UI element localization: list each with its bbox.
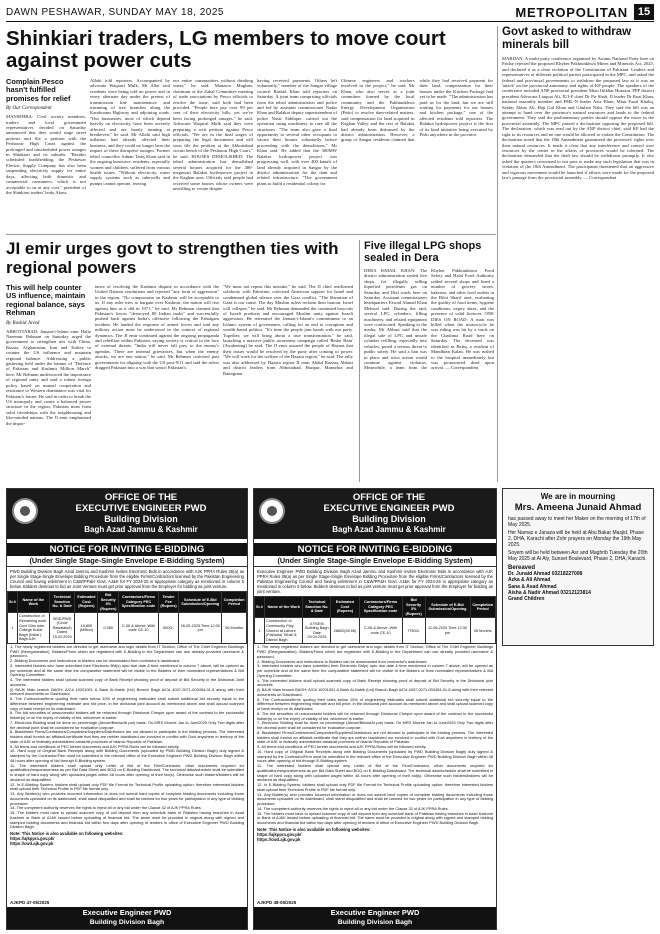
- notice-header: [7, 489, 247, 539]
- tender-table: [254, 596, 496, 644]
- notice-subtitle: (Under Single Stage-Single Envelope E-Bidding System): [254, 556, 496, 567]
- notice-header: [254, 489, 496, 539]
- website-link[interactable]: https://ajkppra.gov.pk/: [10, 836, 55, 842]
- table-cell: 18,805 (Million): [75, 613, 98, 644]
- notice-ref: AJKPD 48-05/2025: [257, 900, 297, 905]
- website-link[interactable]: https://ajkppra.gov.pk/: [257, 831, 302, 837]
- list-item: (i) BAJK Main branch BAGH: A/C# 10201001 & Bank Al-Habib (Ltd) Branch Bagh A/C# 4007-0071-003454-01-8 along with their relevant documents on Dashboard.: [257, 687, 493, 697]
- place-line: Bagh Azad Jammu & Kashmir: [332, 525, 446, 534]
- section-title: METROPOLITAN: [515, 5, 628, 20]
- table-cell: C-06 & Above; With code CE-10: [119, 613, 159, 644]
- list-item: 1- The newly registered bidders are directed to get username and login details from IT Section, Office of The Chief Engineer Buildings PWD (Reorganization). Bidders/Firms which are registered with E-Bidding in the Department can use already provided username & password.: [257, 644, 493, 659]
- list-item: 11- The interested bidders shall upload only Letter of Bid of the Firm/Contractor, other documents required for qualification/responsiveness as per Bid Data Sheet and BOQ on E-Bidding Dashboard. The technical data/schedule shall be submitted in shape of hard copy along with uploaded pages within 48 hours after opening of their bid(s). Otherwise such bidders/bidders will be declared as disqualified.: [257, 763, 493, 783]
- division-line: Building Division: [104, 514, 178, 524]
- footer-line: Building Division Bagh: [89, 919, 165, 926]
- list-item: 6- The bid securities of unsuccessful bidders will be returned through Divisional Cheque upon award of the contract to the successful bidder(s) or on the expiry of validity of bid, whichever is earlier.: [257, 710, 493, 721]
- website-link[interactable]: https://cwd.ajk.gov.pk: [10, 841, 54, 847]
- table-header: Tender Fee (Rupees): [158, 592, 179, 613]
- lead-headline: Shinkiari traders, LG members to move court against power cuts: [6, 27, 446, 72]
- place-line: Bagh Azad Jammu & Kashmir: [84, 525, 198, 534]
- table-row: [255, 618, 496, 644]
- list-item: 3- Interested bidders who have submitted their Electronic Bid(s) upto due date & time mentioned in column 7 above, will be opened as per schedule and at the same time the comparative statement will be visible to the Bidders or their nominated representatives & Bid Opening Committee.: [10, 662, 244, 678]
- list-item: 7- Electronic Bidding shall be done on percentage (Above/Below/At par) basis. On MRS Murree Jan to June2025 Only Two digits after the decimal point shall be considered for evaluation purpose.: [10, 719, 244, 730]
- tender-notice-1: [6, 488, 248, 930]
- ji-sidebar: [6, 284, 91, 480]
- list-item: 11- The interested bidders shall upload only Letter of Bid of the Firm/Contractor, other documents required for qualification/responsiveness as per Bid Data Sheet and BOQ on E-Bidding Dashboard. The technical data/schedule shall be submitted in shape of hard copy along with uploaded pages within 48 hours after opening of their bid(s). Otherwise such bidders/bidders will be declared as disqualified.: [10, 762, 244, 782]
- list-item: 14- The competent authority reserves the rights to reject all or any bid under the Clause 32 of AJK PPRA Rules.: [257, 805, 449, 811]
- ji-text-col-2: tance of resolving the Kashmir dispute in accordance with the United Nations resolutions and rejected "any form of aggression" in the region. "No compromise on Kashmir will be acceptable to us. If any ruler tries to bargain over Kashmir, the nation will rise against him as it did in 1971," he said. Mr Rehman claimed that Pakistan's forces "destroyed 80 Indian tanks" and successfully pushed back against India's offensive following the Pahalgam incident. He lauded the response of armed forces and said any military action must be understood in the context of regional dynamics. The JI emir continued against the ongoing propaganda and rebellion within Pakistan, saying society is critical in the face of external threats. "India will never fall prey to the enemy's agendas. There are internal grievances, but when the enemy attacks, we are one nation," he said. Mr Rehman criticised past governments for aligning with the US post-9/11 and said the rulers dragged Pakistan into a war that wasn't Pakistan's.: [95, 284, 219, 371]
- table-header: Completion Period: [222, 592, 247, 613]
- table-cell: 5000/-: [158, 613, 179, 644]
- lead-subhead: Complain Pesco hasn't fulfilled promises for relief: [6, 78, 71, 103]
- lead-text-col-3: our entire communities without drinking water," he said. Manzoor Mughan, chairman of the Zabal Committee meeting of trade associations by Pesco officials to resolve the issue, said both had been provided. "People here pay over 99 per cent of their electricity bills, yet we've been facing prolonged outages," he said. Advocate Waqarul Mulk said they were preparing a writ petition against Pesco officials. "We are in the final stages of preparing the legal documents and will soon file the petition at the Abbottabad circuit bench of the Peshawar High Court," he said. HOUSES DEMOLISHED: The tehsil administration has demolished several houses acquired for the 300-megawatt Balakot hydropower project in the Kaghan area. Officials said people had received some houses whose owners were unwilling to vacate despite: [173, 78, 253, 192]
- notice-ref: AJKPD 47-05/2025: [10, 900, 50, 905]
- table-header: Technical Sanction No. & Date: [49, 592, 75, 613]
- office-line: EXECUTIVE ENGINEER PWD: [75, 503, 207, 514]
- obituary: [502, 488, 654, 646]
- office-line: OFFICE OF THE: [104, 492, 178, 503]
- ji-byline: By Rashid Javed: [6, 320, 40, 326]
- obit-p2: Her Namaz e Janaza will be held at Abu Bakar Masjid, Phase 2, DHA, Karachi after Zohr prayers on Monday the 19th May 2025.: [508, 530, 644, 548]
- table-header: Technical Sanction No. & Date: [303, 597, 331, 618]
- list-item: 10- Hard copy of Original Bank Receipts along with Bidding Documents (uploaded by PWD Building Division Bagh) duly signed & stamped by the Contractor/Firm must be submitted in the relevant office of the Executive Engineer PWD Building Division Bagh within 48 hours after opening of bid through E-Bidding system.: [257, 748, 493, 764]
- list-item: 2- Bidding Documents and instructions to bidders can be downloaded from contractor's dashboard.: [10, 658, 181, 664]
- table-cell: 28652(28.56): [331, 618, 359, 644]
- dateline: DAWN PESHAWAR, SUNDAY MAY 18, 2025: [6, 7, 224, 18]
- ji-text-col-1: ABBOTTABAD: Jamaat-i-Islami emir Hafiz Naeemur Rehman on Saturday urged the government to strengthen ties with China, Russia, Afghanistan, Iran and Turkey to counter the US influence and maintain regional balance. Addressing a public gathering held under the banner of "Defence of Pakistan and Kashmir Million March" here, Mr Rehman underscored the importance of regional unity and said a robust foreign policy based on mutual cooperation and resistance to Western dominance was vital for Pakistan's future. He said in order to break the US monopoly and create a balanced power structure in the region, Pakistan must form solid friendships with the neighbouring and like-minded nations. The JI emir emphasised the impor-: [6, 328, 91, 426]
- lead-text-col-5: Chinese engineers and workers involved in the project," he said. Mr Khan, who also serves as a joint committee formed by the local community and the Pakhtunkhwa Energy Development Organisation (Pedo) to resolve dam-related matters, said compensation for land acquired in Kaghan Valley and the rest of Balakot had already been disbursed by the district administration. However, a group of Sangar residents claimed that while they had received payment for their land, compensation for their houses under the Kitchen Package had yet to be made. "The administration has paid us for the land, but we are still waiting for payments for our houses and kitchen package," one of the affected residents told reporters. The Balakot hydropower project is the first of its kind initiative being executed by Pedo anywhere in the province.: [341, 78, 493, 143]
- obit-b3: Sana & Asad Ahmad: [508, 583, 557, 590]
- notice-intro: PWD Building Division Bagh Azad Jammu and Kashmir invites Electronic Bids in accordance with AJK PPRA Rules 36(a) as per Single Stage-Single Envelope Bidding Procedure from the eligible Firms/Contractors licensed by the Pakistan Engineering Council and having enlistment in C&W/PP&H Govt. AJ&K for FY 2024-25 in appropriate category as mentioned in column 5 below. Bidders desirous to bid as Joint Venture must get prior approval from the Employer for bidding as joint venture.: [10, 569, 244, 589]
- obit-b1: Dr. Junaid Ahmad 03218227008: [508, 571, 583, 577]
- lpg-headline: Five illegal LPG shops sealed in Dera: [364, 240, 482, 264]
- table-header: Contractors/Firms Category PEC Specification code: [359, 597, 402, 618]
- list-item: 12- In E-Bidding System, bidders shall upload only PDF file Format for Technical Profile uploading option; therefore interested bidders shall upload their Technical Profile in PDF file format only.: [257, 782, 493, 792]
- table-cell: 07/SE/B Building Bagh Date 29.04.2025: [303, 618, 331, 644]
- obit-b2: Azka & Ali Ahmad: [508, 577, 551, 584]
- list-item: 8- Blacklisted Firms/Contractors/Companies/Suppliers/Distributors are not allowed to participate in the bidding process. The interested bidders shall furnish an affidavit-certificate that they are neither blacklisted nor involved in conflict with Govt anywhere in territory of the state of AJK or federally administered areas/all provinces of Islamic Republic of Pakistan.: [257, 729, 493, 745]
- table-header: Bid Security 3% (Rupees): [402, 597, 425, 618]
- list-item: 7- Electronic Bidding shall be done on percentage (Above/Below/At par) basis. On MRS Murree Jan to June2025 Only Two digits after the decimal point shall be considered for evaluation purpose.: [257, 720, 493, 731]
- ji-headline: JI emir urges govt to strengthen ties with regional powers: [6, 239, 339, 277]
- govt-text: MARDAN: A multi-party conference organised by Awami National Party here on Friday rejected the proposed Khyber Pakhtunkhwa Mines and Minerals Act, 2025, and declared it as a clear violation of the Constitution of Pakistan. Leaders and representatives of different political parties participated in the MPC, and asked the federal and provincial governments to withdraw the proposed law as it was an 'attack' on the provincial autonomy and rights of KP people. The speakers of the conference included ANP provincial president Mian Iftikhar Hussain, PPP district president Advocate Liaquat Ali, JUI-F chief Dr Pir Shah, JI leader Dr Rozi Khan, national assembly member and PML-N leader Aziz Khan, Mian Fazal Khaliq, Sardar Akbar Ali, Haji Gul Khan and Ghulam Nabi. They said the bill was an attempt to hand over the province's natural resources and lands to the federal government. They said the parliamentary parties should oppose the move in the provincial assembly. The MPC passed a declaration opposing the proposed bill. The declaration, which was read out by the ANP district chief, said KP had the right to its resources and no one would be allowed to violate the Constitution. The declaration noted that the 18th Amendment guaranteed the provinces' rights over their natural resources. It made it clear that any interference and control over resources by the centre in the affairs of provinces would be tolerated. The declaration demanded that the draft law should be withdrawn promptly. It also asked the quarters concerned to not pass or make any such legislation that was in violation of the 18th Amendment. The participants threatened that an aggressive and vigorous movement would be launched if efforts were made for the proposed law's passage from the provincial assembly. — Correspondent: [502, 56, 654, 180]
- lead-text-col-2: Allahi told reporters. Accompanied by advocate Waqarul Mulk, Mr Allai said residents were being told no power and in every alternate day under the pretext of transmission line maintenance and trimming of tree branches along the Karakoram Highway and adjoining roads. "Our businesses, most of which depend heavily on electricity, have been severely affected and are barely running at breakeven," he said. Mr Allahi said high inflation had already affected their business, and they could no longer bear the impact of these disruptive outages. Former tehsil councillor Adnan Tariq Khan said in the ongoing heatwave, residents, especially women and children, suffered from various health issues. "Without electricity, water supply systems such as tubewells and pumps cannot operate, leaving: [90, 78, 170, 186]
- division-line: Building Division: [352, 514, 426, 524]
- column-divider: [359, 240, 360, 482]
- table-header: Contractors/Firms Category PEC Specification code: [119, 592, 159, 613]
- table-header: Schedule of E-Bid Submission/Opening: [179, 592, 222, 613]
- list-item: 5- The Contractors/firms quoting their rates below 10% of engineering estimates shall submit additional bid security equal to the difference between engineering estimate and bid price, in the divisional joint account as mentioned above and shall upload scanned copy of bank receipt on its dashboard.: [10, 696, 244, 711]
- notice-footer: [254, 907, 496, 929]
- obit-b5: Grand Children: [508, 596, 545, 603]
- office-line: OFFICE OF THE: [352, 492, 426, 503]
- obit-bereaved: Bereaved: [508, 565, 536, 571]
- notice-terms: [7, 644, 247, 831]
- list-item: 6- The bid securities of unsuccessful bidders will be returned through Divisional Cheque upon award of the contract to the successful bidder(s) or on the expiry of validity of bid, whichever is earlier.: [10, 710, 244, 721]
- govt-emblem-icon: [259, 498, 285, 524]
- list-item: 4- The interested bidders shall upload scanned copy of Bank Receipt showing proof of deposit of Bid Security in the Divisional Joint accounts.: [10, 677, 244, 687]
- table-header: Sr.#: [255, 597, 265, 618]
- obit-p1: has passed away to meet her Maker on the morning of 17th of May 2025.: [508, 516, 646, 528]
- table-cell: 1: [255, 618, 265, 644]
- table-cell: 11-06-2025 Time 12:30 pm: [425, 618, 470, 644]
- list-item: 1- The newly registered bidders are directed to get username and login details from IT Section, Office of The Chief Engineer Buildings PWD (Reorganization). Bidders/Firms which are registered with E-Bidding in the Department can use already provided username & password.: [10, 643, 244, 659]
- list-item: 15- The bidders must have to upload scanned copy of call deposit from any schedule bank of Pakistan having branches in Azad Kashmir or Bank of AJ&K issued before uploading of financial bid. The same must be provided in original along with signed and stamped bidding documents and financial bid within two days after opening of tenders in office of Executive Engineer PWD Building Division Bagh.: [10, 810, 244, 830]
- obit-lead: We are in mourning: [540, 492, 616, 501]
- table-header: Name of the Work: [264, 597, 302, 618]
- notice-subtitle: (Under Single Stage-Single Envelope E-Bidding System): [7, 556, 247, 567]
- list-item: (i) BAJK Main branch BAGH: A/C# 10201001 & Bank Al-Habib (Ltd) Branch Bagh A/C# 4007-0071-003454-01-8 along with their relevant documents on Dashboard.: [10, 686, 244, 697]
- ji-subhead: This will help counter US influence, maintain regional balance, says Rehman: [6, 284, 86, 318]
- notice-intro: Executive Engineer PWD Building Division Bagh Azad Jammu and Kashmir invites Electronic Bids in accordance with AJK PPRA Rules 36(a) as per Single Stage-Single Envelope Bidding Procedure from the eligible Firms/Contractors licensed by the Pakistan Engineering Council and having enlistment in C&W/PP&H Govt. AJ&K for FY 2024-25 in appropriate category as mentioned in column 5 below. Bidders desirous to bid as joint venture must get prior approval from the Employer for bidding as joint venture.: [257, 569, 493, 594]
- website-link[interactable]: https://cwd.ajk.gov.pk: [257, 836, 301, 842]
- tender-table: [7, 591, 247, 644]
- list-item: 4- The interested bidders shall upload scanned copy of Bank Receipt showing proof of deposit of Bid Security in the Divisional joint accounts.: [257, 677, 493, 688]
- website-note: Note: This Notice is also available on following websites:: [257, 826, 371, 832]
- list-item: 13- Any Bidder(s) who provides incorrect information or does not submit hard copies of complete bidding documents including those documents uploaded on its dashboard, shall stand disqualified and shall be banned for two years for participation in any type of bidding procedure.: [10, 791, 244, 806]
- table-header: Estimated Cost (Rupees): [331, 597, 359, 618]
- lead-byline: By Our Correspondent: [6, 106, 52, 112]
- table-row: [8, 613, 247, 644]
- table-header: Sr.#: [8, 592, 18, 613]
- masthead: [6, 4, 654, 22]
- table-header: Completion Period: [470, 597, 495, 618]
- list-item: 8- Blacklisted Firms/Contractors/Companies/Suppliers/Distributors are not allowed to participate in the bidding process. The interested bidders shall furnish an affidavit-certificate that they are neither blacklisted nor involved in conflict with Govt anywhere in territory of the state of AJK or federally administered areas/all provinces of Islamic Republic of Pakistan.: [10, 729, 244, 744]
- table-cell: Construction of Community Play Ground at Lahore (Fakhara) Tehsil & District Bagh: [264, 618, 302, 644]
- table-header: Bid Security 3% (Rupees): [98, 592, 119, 613]
- list-item: 14- The competent authority reserves the rights to reject all or any bid under the Clause 32 of AJK PPRA Rules.: [10, 805, 202, 811]
- page-number: 15: [634, 4, 654, 20]
- table-header: Schedule of E-Bid Submission/Opening: [425, 597, 470, 618]
- obit-p3: Soyem will be held between Asr and Maghrib Tuesday the 20th May 2025 at Al Aly, Sunset Boulevard, Phase 2, DHA, Karachi.: [508, 550, 648, 562]
- list-item: 10- Hard copy of Original Bank Receipts along with Bidding Documents (uploaded by PWD Building Division Bagh) duly signed & stamped by the Contractor/Firm must be submitted in the relevant office of the Executive Engineer PWD Building Division Bagh within 48 hours after opening of bid through E-Bidding system.: [10, 748, 244, 763]
- table-cell: SE/E/PWD (Circle Rawalakot) Dated 15.02.2025: [49, 613, 75, 644]
- table-cell: 26-05-2025 Time 12:30 pm: [179, 613, 222, 644]
- website-note: Note: This Notice is also available on following websites:: [10, 831, 124, 837]
- list-item: 15- The bidders must have to upload scanned copy of call deposit from any schedule bank of Pakistan having branches in Azad Kashmir or Bank of AJ&K issued before uploading of financial bid. The same must be provided in original along with signed and stamped bidding documents and financial bid within two days after opening of tenders in office of Executive Engineer PWD Building Division Bagh.: [257, 810, 493, 826]
- lpg-text: DERA ISMAIL KHAN: The district administration sealed five shops for illegally selling liquefied petroleum gas on Saturday and Dial roads here on Saturday. Assistant commissioner headquarters Fawad Ahmad Khan Mehsud said: During the raid, several LPG cylinders, filling machinery, and related equipment were confiscated. Speaking to the media, Mr Abbasi said that the illegal sale of LPG and unsafe cylinder refilling, especially into vehicles, posed a serious threat to public safety. He said a ban was in place and strict action would continue against violators. Meanwhile, a team from the Khyber Pakhtunkhwa Food Safety and Halal Food Authority raided several shops and fined a number of grocery stores, bakeries, and other food outlets in the Bilot Sharif area, evaluating the quality of food items, hygiene conditions, expiry dates, and the presence of valid licences. ONE DIES ON ROAD: A man was killed when the motorcycle he was riding was hit by a truck on the Chashma Road here on Saturday. The deceased was identified as Rafiq, a resident of Mandhran Kalan. He was rushed to the hospital immediately but was pronounced dead upon arrival. — Correspondent: [364, 268, 494, 371]
- lead-sidebar: [6, 78, 86, 230]
- notice-title: NOTICE FOR INVITING E-BIDDING: [7, 543, 247, 556]
- section-divider: [6, 234, 496, 235]
- list-item: 9- All terms and conditions of PEC tender documents and AJK PPRA Rules will be followed strictly.: [257, 744, 427, 750]
- office-line: EXECUTIVE ENGINEER PWD: [323, 503, 455, 514]
- list-item: 5- The Contractors/firms quoting their rates below 10% of engineering estimates shall submit additional bid security equal to the difference between engineering estimate and bid price, in the divisional joint account as mentioned above and shall upload scanned copy of bank receipt on its dashboard.: [257, 696, 493, 712]
- table-cell: 0.380: [98, 613, 119, 644]
- govt-headline: Govt asked to withdraw minerals bill: [502, 26, 632, 51]
- obit-name: Mrs. Ameena Junaid Ahmad: [514, 502, 642, 513]
- table-cell: Construction of Remaining work Govt Girls Inter College Kullal Bagh (Initial ) Bagh AJK: [17, 613, 49, 644]
- footer-line: Building Division Bagh: [337, 919, 413, 926]
- obit-b4: Aisha & Nadir Ahmad 03212123814: [508, 589, 591, 596]
- table-header: Estimated Cost (Rupees): [75, 592, 98, 613]
- table-cell: 06 Months: [222, 613, 247, 644]
- notice-footer: [7, 907, 247, 929]
- list-item: 3- Interested bidders who have submitted their Electronic Bid(s) upto due date & time mentioned in column 7 above, will be opened as per schedule and at the same time the comparative statement will be visible to the Bidders or their nominated representatives & Bid Opening Committee.: [257, 663, 493, 678]
- lead-text-col-4: having received payments. Others left voluntarily," member of the Sangar village council Rashid Khan told reporters on Saturday. A joint team comprising officials from the tehsil administration and police and led by assistant commissioner Nadar Khan and Balakot deputy superintendent of police Nasir Siddique, carried out the operation using machinery to raze all the structures. "The team also gave a final opportunity to several other occupants to vacate their houses voluntarily before proceeding with the demolitions," Mr Khan said. He added that the 300MW Balakot hydropower project was progressing well, with over 400 kanals of land already acquired in Sangar by the district administration for the dam and related infrastructure. "The government plans to build a residential colony for: [257, 78, 337, 186]
- list-item: 9- All terms and conditions of PEC tender documents and AJK PPRA Rules will be followed strictly.: [10, 743, 180, 749]
- table-cell: C-06 & Above; With code CE-10: [359, 618, 402, 644]
- footer-line: Executive Engineer PWD: [82, 908, 172, 917]
- table-cell: 1: [8, 613, 18, 644]
- notice-terms: [254, 644, 496, 827]
- lead-text-col-1: MANSEHRA: Civil society members, traders and local government representatives decided on Saturday announced that they would stage street protests and file a petition with the Peshawar High Court against the prolonged and unscheduled power outages in Shinkiari and its suburbs. "Besides scheduled loadshedding, the Peshawar Electric Supply Company has also been suspending electricity supply for entire days, affecting both domestic and commercial consumers, which is not acceptable to us at any cost," president of the Shinkiari traders' body Abass: [6, 114, 86, 195]
- tender-notice-2: [253, 488, 497, 930]
- list-item: 13- Any Bidder(s) who provides incorrect information or does not submit hard copies of complete bidding documents including those documents uploaded on its dashboard, shall stand disqualified and shall be banned for two years for participation in any type of bidding procedure.: [257, 791, 493, 807]
- column-divider: [497, 26, 498, 482]
- notice-title: NOTICE FOR INVITING E-BIDDING: [254, 543, 496, 556]
- ji-text-col-3: "We must not repeat this mistake," he said. The JI chief reaffirmed solidarity with Palestine, criticised American support for Israel and condemned global silence over the Gaza conflict. "The liberation of Gaza is our cause. The day Muslim rulers reclaim their honour, Israel will collapse," he said. Mr Rehman demanded the continued boycotts of Israeli products and encouraged Muslim unity against Israeli aggression. He reiterated the Jamaat-i-Islami's commitment to an Islamic system of governance, calling for an end to corruption and wealth-based politics. "It's time the people join hands with our party. Together, we will bring about a true transformation," he said, launching a massive public awareness campaign called 'Bedar Hain' (Awakening) he said. The JI emir assured the people of Hazara that their issues would be resolved by the party after coming to power. "We will work for the welfare of the Hazara region," he said. The rally was also addressed by Hazara region JI emir Abdul Razzaq Abbasi and district leaders from Abbottabad, Haripur, Mansehra and Battagram.: [223, 284, 353, 376]
- table-header: Name of the Work: [17, 592, 49, 613]
- table-cell: 77500/-: [402, 618, 425, 644]
- govt-emblem-icon: [12, 498, 38, 524]
- list-item: 12- In E-Bidding System, bidders shall upload only PDF file Format for Technical Profile uploading option; therefore interested bidders shall upload their Technical Profile in PDF file format only.: [10, 781, 244, 792]
- list-item: 2- Bidding Documents and instructions to Bidders can be downloaded from contractor's dashboard.: [257, 658, 428, 664]
- footer-line: Executive Engineer PWD: [330, 908, 420, 917]
- table-cell: 06 Months: [470, 618, 495, 644]
